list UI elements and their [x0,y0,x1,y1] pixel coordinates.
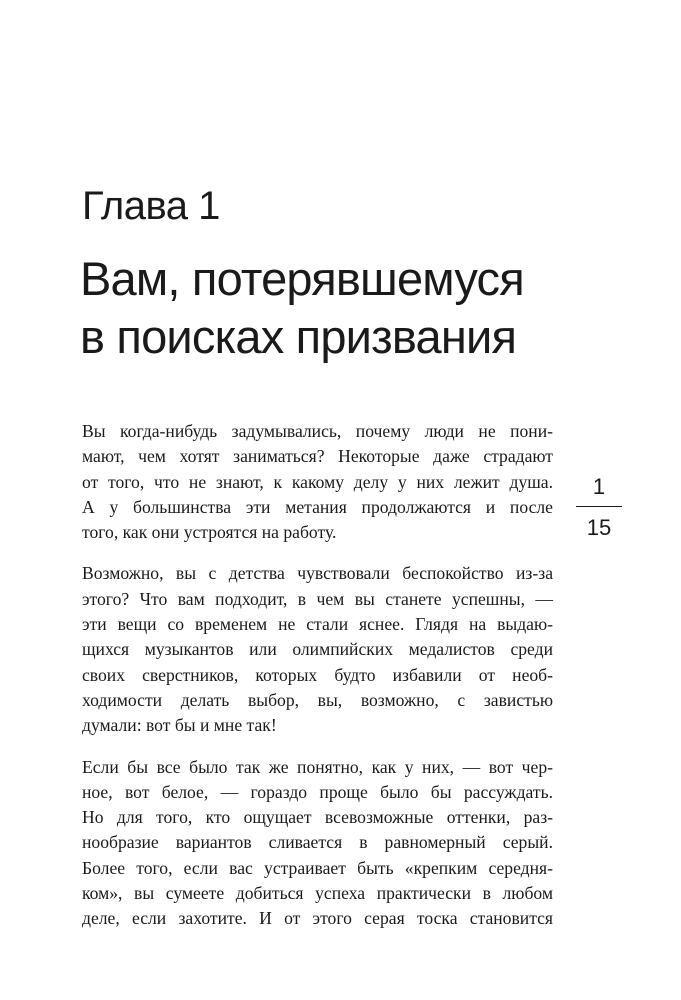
text-line: Возможно, вы с детства чувствовали беспокойство из-за [82,563,553,584]
text-line: щихся музыкантов или олимпийских медалистов среди [82,639,553,660]
text-line: ходимости делать выбор, вы, возможно, с завистью [82,689,553,710]
page-marker [576,476,622,539]
text-line: Если бы все было так же понятно, как у них, — вот чер- [82,756,553,777]
text-line: этого? Что вам подходит, в чем вы станете успешны, — [82,588,553,609]
body-text [82,419,553,948]
text-line: думали: вот бы и мне так! [82,715,277,736]
text-line: Более того, если вас устраивает быть «крепким середня- [82,857,553,878]
text-line: от того, что не знают, к какому делу у них лежит душа. [82,471,553,492]
text-line: деле, если захотите. И от этого серая тоска становится [82,908,553,929]
text-line: Но для того, кто ощущает всевозможные оттенки, раз- [82,807,553,828]
text-line: ком», вы сумеете добиться успеха практически в любом [82,883,553,904]
paragraph [82,755,553,932]
text-line: ное, вот белое, — гораздо проще было бы рассуждать. [82,781,553,802]
text-line: эти вещи со временем не стали яснее. Глядя на выдаю- [82,614,553,635]
text-line: Вы когда-нибудь задумывались, почему люди не пони- [82,421,553,441]
text-line: того, как они устроятся на работу. [82,522,337,543]
text-line: мают, чем хотят заниматься? Некоторые даже страдают [82,446,553,467]
chapter-label: Глава 1 [82,184,220,228]
page-number: 15 [586,515,612,540]
paragraph [82,419,553,545]
chapter-title-line: в поисках призвания [80,310,517,363]
chapter-number: 1 [592,474,606,499]
text-line: своих сверстников, которых будто избавили от необ- [82,664,553,685]
chapter-title-line: Вам, потерявшемуся [80,252,524,305]
chapter-title [80,250,524,366]
text-line: нообразие вариантов сливается в равномерный серый. [82,832,553,853]
divider [576,506,622,507]
paragraph [82,561,553,738]
text-line: А у большинства эти метания продолжаются и после [82,496,553,517]
